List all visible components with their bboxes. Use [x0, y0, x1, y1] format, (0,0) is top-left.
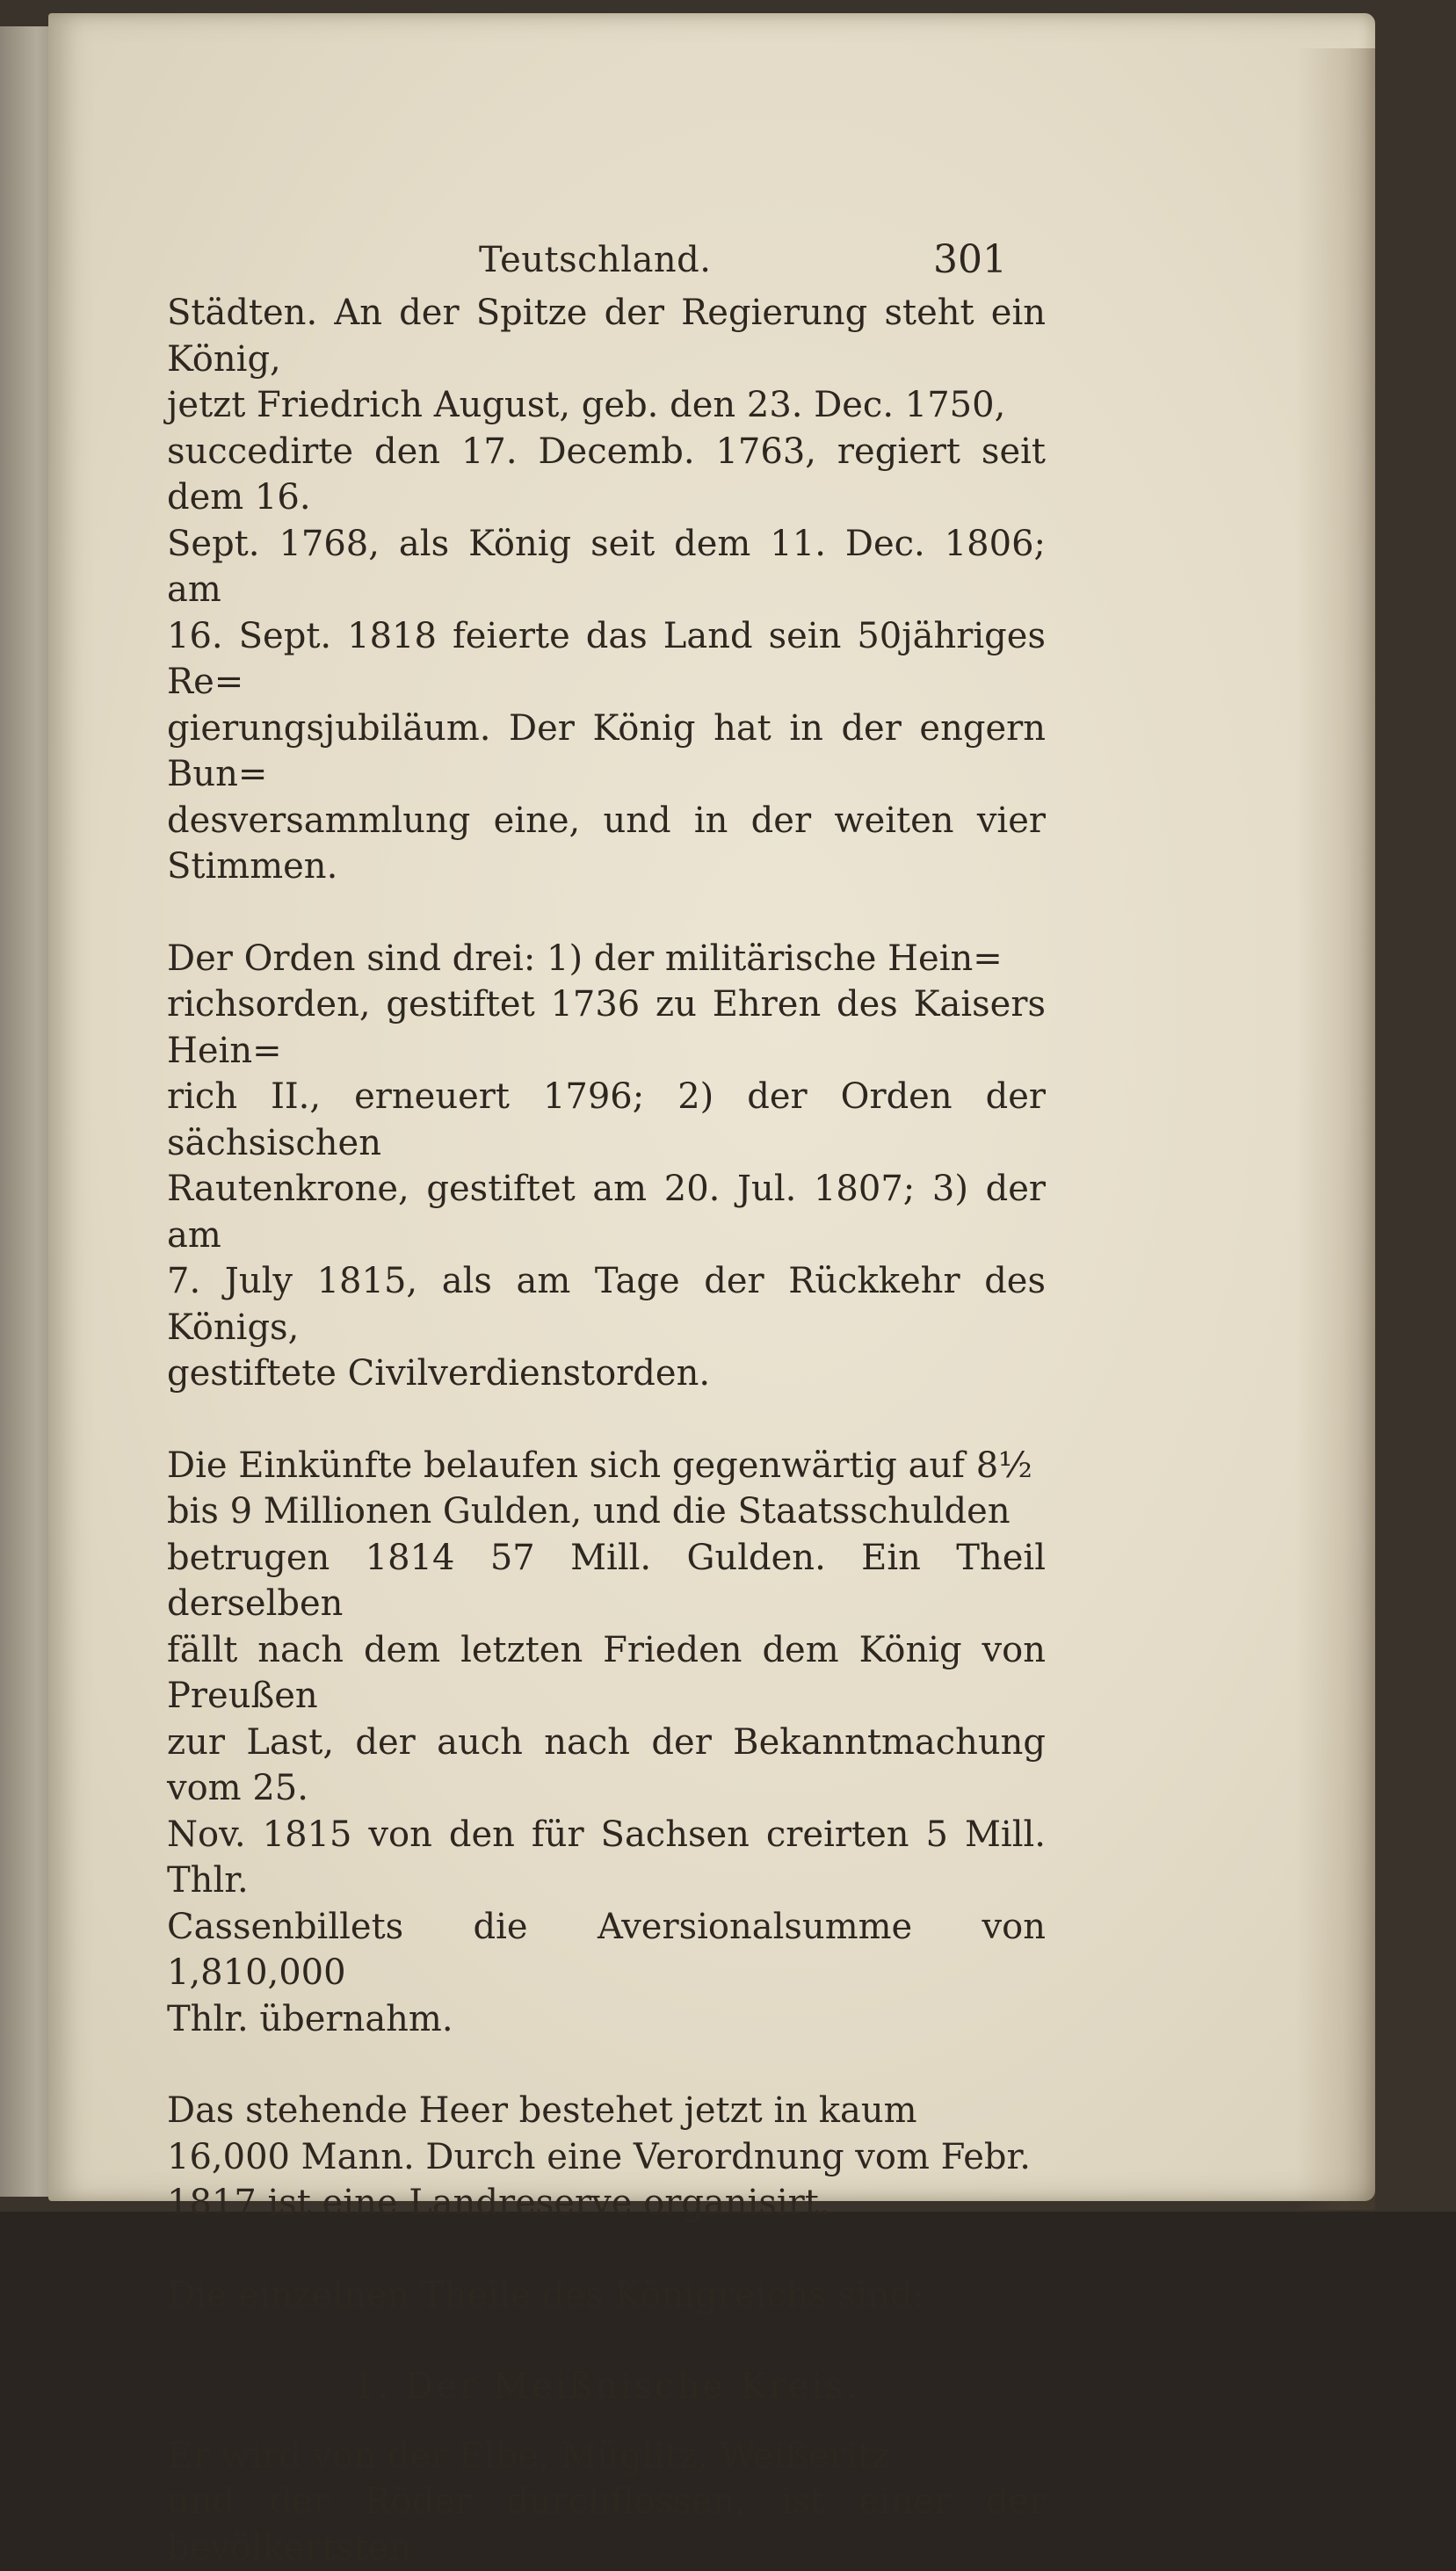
page-edge-shadow: [1296, 48, 1375, 2210]
text-line: bis 9 Millionen Gulden, und die Staatsschulden: [167, 1488, 1046, 1535]
text-line: fällt nach dem letzten Frieden dem König von Preußen: [167, 1627, 1046, 1720]
paragraph-4: [167, 2088, 1046, 2227]
paragraph-gap: [167, 890, 1046, 936]
text-line: Er wird von der Elbe, Müglitz, Weißeritz: [167, 2433, 1046, 2480]
text-line: Sept. 1768, als König seit dem 11. Dec. 1806; am: [167, 521, 1046, 613]
text-line: Cassenbillets die Aversionalsumme von 1,810,000: [167, 1904, 1046, 1996]
text-line: Thlr. übernahm.: [167, 1996, 1046, 2043]
paragraph-5: [167, 2272, 1046, 2319]
text-line: gestiftete Civilverdienstorden.: [167, 1351, 1046, 1397]
text-line: Die Einkünfte belaufen sich gegenwärtig auf 8½: [167, 1443, 1046, 1489]
paragraph-gap: [167, 2318, 1046, 2364]
text-line: Nov. 1815 von den für Sachsen creirten 5 Mill. Thlr.: [167, 1812, 1046, 1904]
text-line: und der Röder durchflossen, ist einer der bevölkertsten: [167, 2479, 1046, 2571]
text-line: Städten. An der Spitze der Regierung steht ein König,: [167, 290, 1046, 382]
text-line: succedirte den 17. Decemb. 1763, regiert seit dem 16.: [167, 429, 1046, 521]
text-line: 16. Sept. 1818 feierte das Land sein 50jähriges Re=: [167, 613, 1046, 706]
text-line: betrugen 1814 57 Mill. Gulden. Ein Theil derselben: [167, 1535, 1046, 1627]
text-line: jetzt Friedrich August, geb. den 23. Dec. 1750,: [167, 382, 1046, 429]
text-line: zur Last, der auch nach der Bekanntmachung vom 25.: [167, 1720, 1046, 1812]
paragraph-2: [167, 936, 1046, 1397]
paragraph-gap: [167, 2227, 1046, 2272]
text-line: 16,000 Mann. Durch eine Verordnung vom Febr.: [167, 2134, 1046, 2181]
running-head-title: Teutschland.: [479, 237, 712, 284]
paragraph-gap: [167, 1397, 1046, 1443]
text-line: 7. July 1815, als am Tage der Rückkehr des Königs,: [167, 1258, 1046, 1351]
section-heading: 1. Der Meißnische Kreis.: [167, 2364, 1046, 2410]
paragraph-1: [167, 290, 1046, 890]
text-line: Die einzelnen Theile des Königreichs sind:: [167, 2272, 1046, 2319]
text-block: [167, 220, 1046, 2571]
text-line: Rautenkrone, gestiftet am 20. Jul. 1807; 3) der am: [167, 1166, 1046, 1258]
text-line: Der Orden sind drei: 1) der militärische Hein=: [167, 936, 1046, 982]
paragraph-gap: [167, 2410, 1046, 2433]
text-line: desversammlung eine, und in der weiten vier Stimmen.: [167, 798, 1046, 890]
text-line: gierungsjubiläum. Der König hat in der engern Bun=: [167, 706, 1046, 798]
text-line: Das stehende Heer bestehet jetzt in kaum: [167, 2088, 1046, 2134]
page-number: 301: [933, 237, 1007, 284]
paragraph-3: [167, 1443, 1046, 2043]
text-line: rich II., erneuert 1796; 2) der Orden der sächsischen: [167, 1074, 1046, 1166]
paragraph-6: [167, 2433, 1046, 2571]
paragraph-gap: [167, 2042, 1046, 2088]
running-head: [167, 220, 1046, 290]
text-line: 1817 ist eine Landreserve organisirt.: [167, 2180, 1046, 2227]
text-line: richsorden, gestiftet 1736 zu Ehren des Kaisers Hein=: [167, 981, 1046, 1074]
